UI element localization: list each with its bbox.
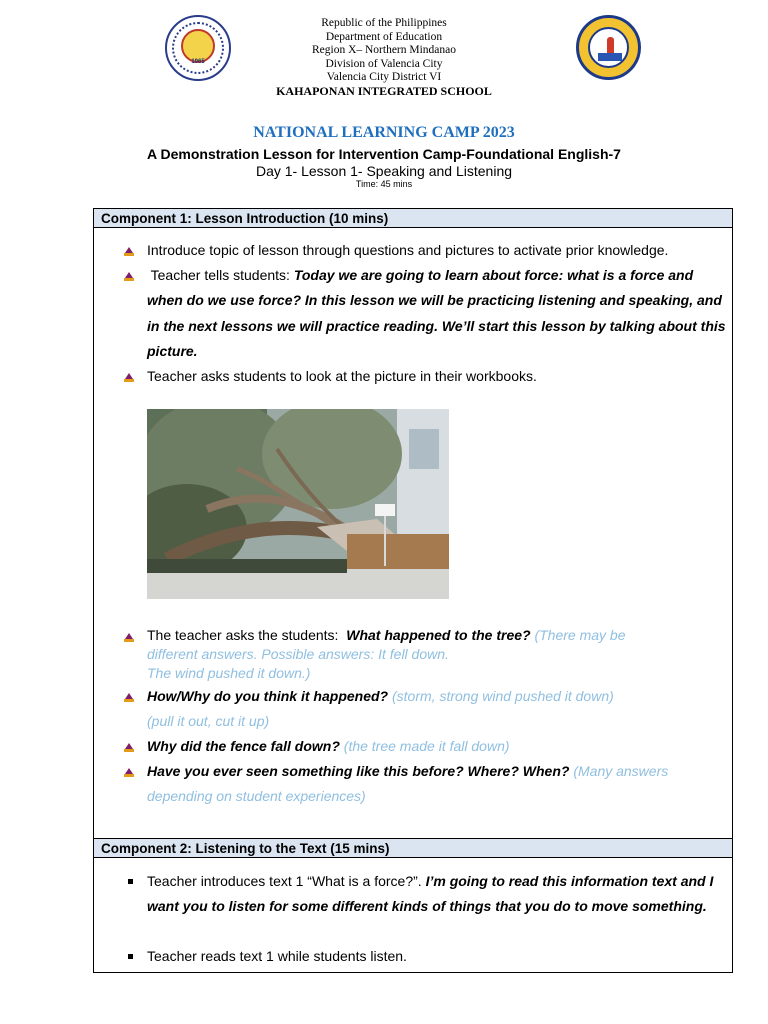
header-line: Division of Valencia City bbox=[325, 57, 443, 70]
answer-text: (the tree made it fall down) bbox=[339, 738, 510, 754]
list-item: Teacher tells students: Today we are going to learn about force: what is a force and when do we use force? In this lesson we will be practicing listening and speaking, and in the next lessons we will practice reading. We’ll start this lesson by talking about this picture. bbox=[147, 263, 732, 364]
list-item: Teacher reads text 1 while students listen. bbox=[147, 944, 732, 969]
list-item: Introduce topic of lesson through questions and pictures to activate prior knowledge. bbox=[147, 238, 732, 263]
bullet-arrow-icon bbox=[124, 684, 136, 709]
answer-text: (storm, strong wind pushed it down) bbox=[388, 688, 614, 704]
component-2-section bbox=[93, 838, 733, 973]
bullet-square-icon bbox=[128, 879, 133, 884]
question-text: How/Why do you think it happened? bbox=[147, 688, 389, 704]
answer-text: The wind pushed it down.) bbox=[147, 665, 311, 681]
component-1-section bbox=[93, 208, 733, 840]
answer-text: (There may be bbox=[530, 627, 626, 643]
bullet-arrow-icon bbox=[124, 263, 136, 288]
answer-text: different answers. Possible answers: It fell down. bbox=[147, 646, 449, 662]
header-line: Republic of the Philippines bbox=[321, 17, 447, 29]
component-2-heading: Component 2: Listening to the Text (15 mins) bbox=[94, 839, 732, 858]
list-item bbox=[147, 759, 732, 810]
header-line: Region X– Northern Mindanao bbox=[311, 44, 457, 57]
school-name: KAHAPONAN INTEGRATED SCHOOL bbox=[276, 83, 492, 98]
bullet-arrow-icon bbox=[124, 364, 136, 389]
teacher-quote: I’m going to read this information text and I want you to listen for some different kinds of things that you do to move something. bbox=[147, 873, 714, 915]
bullet-arrow-icon bbox=[124, 734, 136, 759]
lesson-time: Time: 45 mins bbox=[355, 179, 413, 189]
teacher-quote: Today we are going to learn about force: what is a force and when do we use force? In this lesson we will be practicing listening and speaking, and in the next lessons we will practice reading. We’ll start this lesson by talking about this picture. bbox=[147, 267, 726, 359]
header-line: Valencia City District VI bbox=[326, 71, 442, 84]
list-item: The teacher asks the students: What happened to the tree? (There may be different answers. Possible answers: It fell down. The wind pushed it down.) bbox=[147, 626, 732, 683]
fallen-tree-photo bbox=[147, 409, 449, 599]
bullet-arrow-icon bbox=[124, 759, 136, 784]
lesson-day: Day 1- Lesson 1- Speaking and Listening bbox=[255, 163, 513, 179]
question-text: Why did the fence fall down? bbox=[147, 738, 340, 754]
bullet-arrow-icon bbox=[124, 624, 136, 649]
bullet-square-icon bbox=[128, 954, 133, 959]
camp-title: NATIONAL LEARNING CAMP 2023 bbox=[253, 124, 515, 141]
question-text: What happened to the tree? bbox=[346, 627, 531, 643]
list-item: Teacher introduces text 1 “What is a force?”. I’m going to read this information text and I want you to listen for some different kinds of things that you do to move something. bbox=[147, 869, 732, 920]
lesson-subtitle: A Demonstration Lesson for Intervention Camp-Foundational English-7 bbox=[147, 146, 621, 162]
answer-text: (pull it out, cut it up) bbox=[147, 713, 270, 730]
component-1-heading: Component 1: Lesson Introduction (10 mins) bbox=[94, 209, 732, 228]
answer-text: (Many answers depending on student experiences) bbox=[147, 763, 669, 805]
list-item: Teacher asks students to look at the picture in their workbooks. bbox=[147, 364, 732, 389]
question-text: Have you ever seen something like this before? Where? When? bbox=[147, 763, 570, 779]
bullet-arrow-icon bbox=[124, 238, 136, 263]
seal-year: 1965 bbox=[191, 59, 205, 65]
list-item bbox=[147, 734, 732, 759]
list-item bbox=[147, 684, 732, 735]
header-line: Department of Education bbox=[325, 30, 443, 43]
document-header bbox=[0, 17, 768, 99]
